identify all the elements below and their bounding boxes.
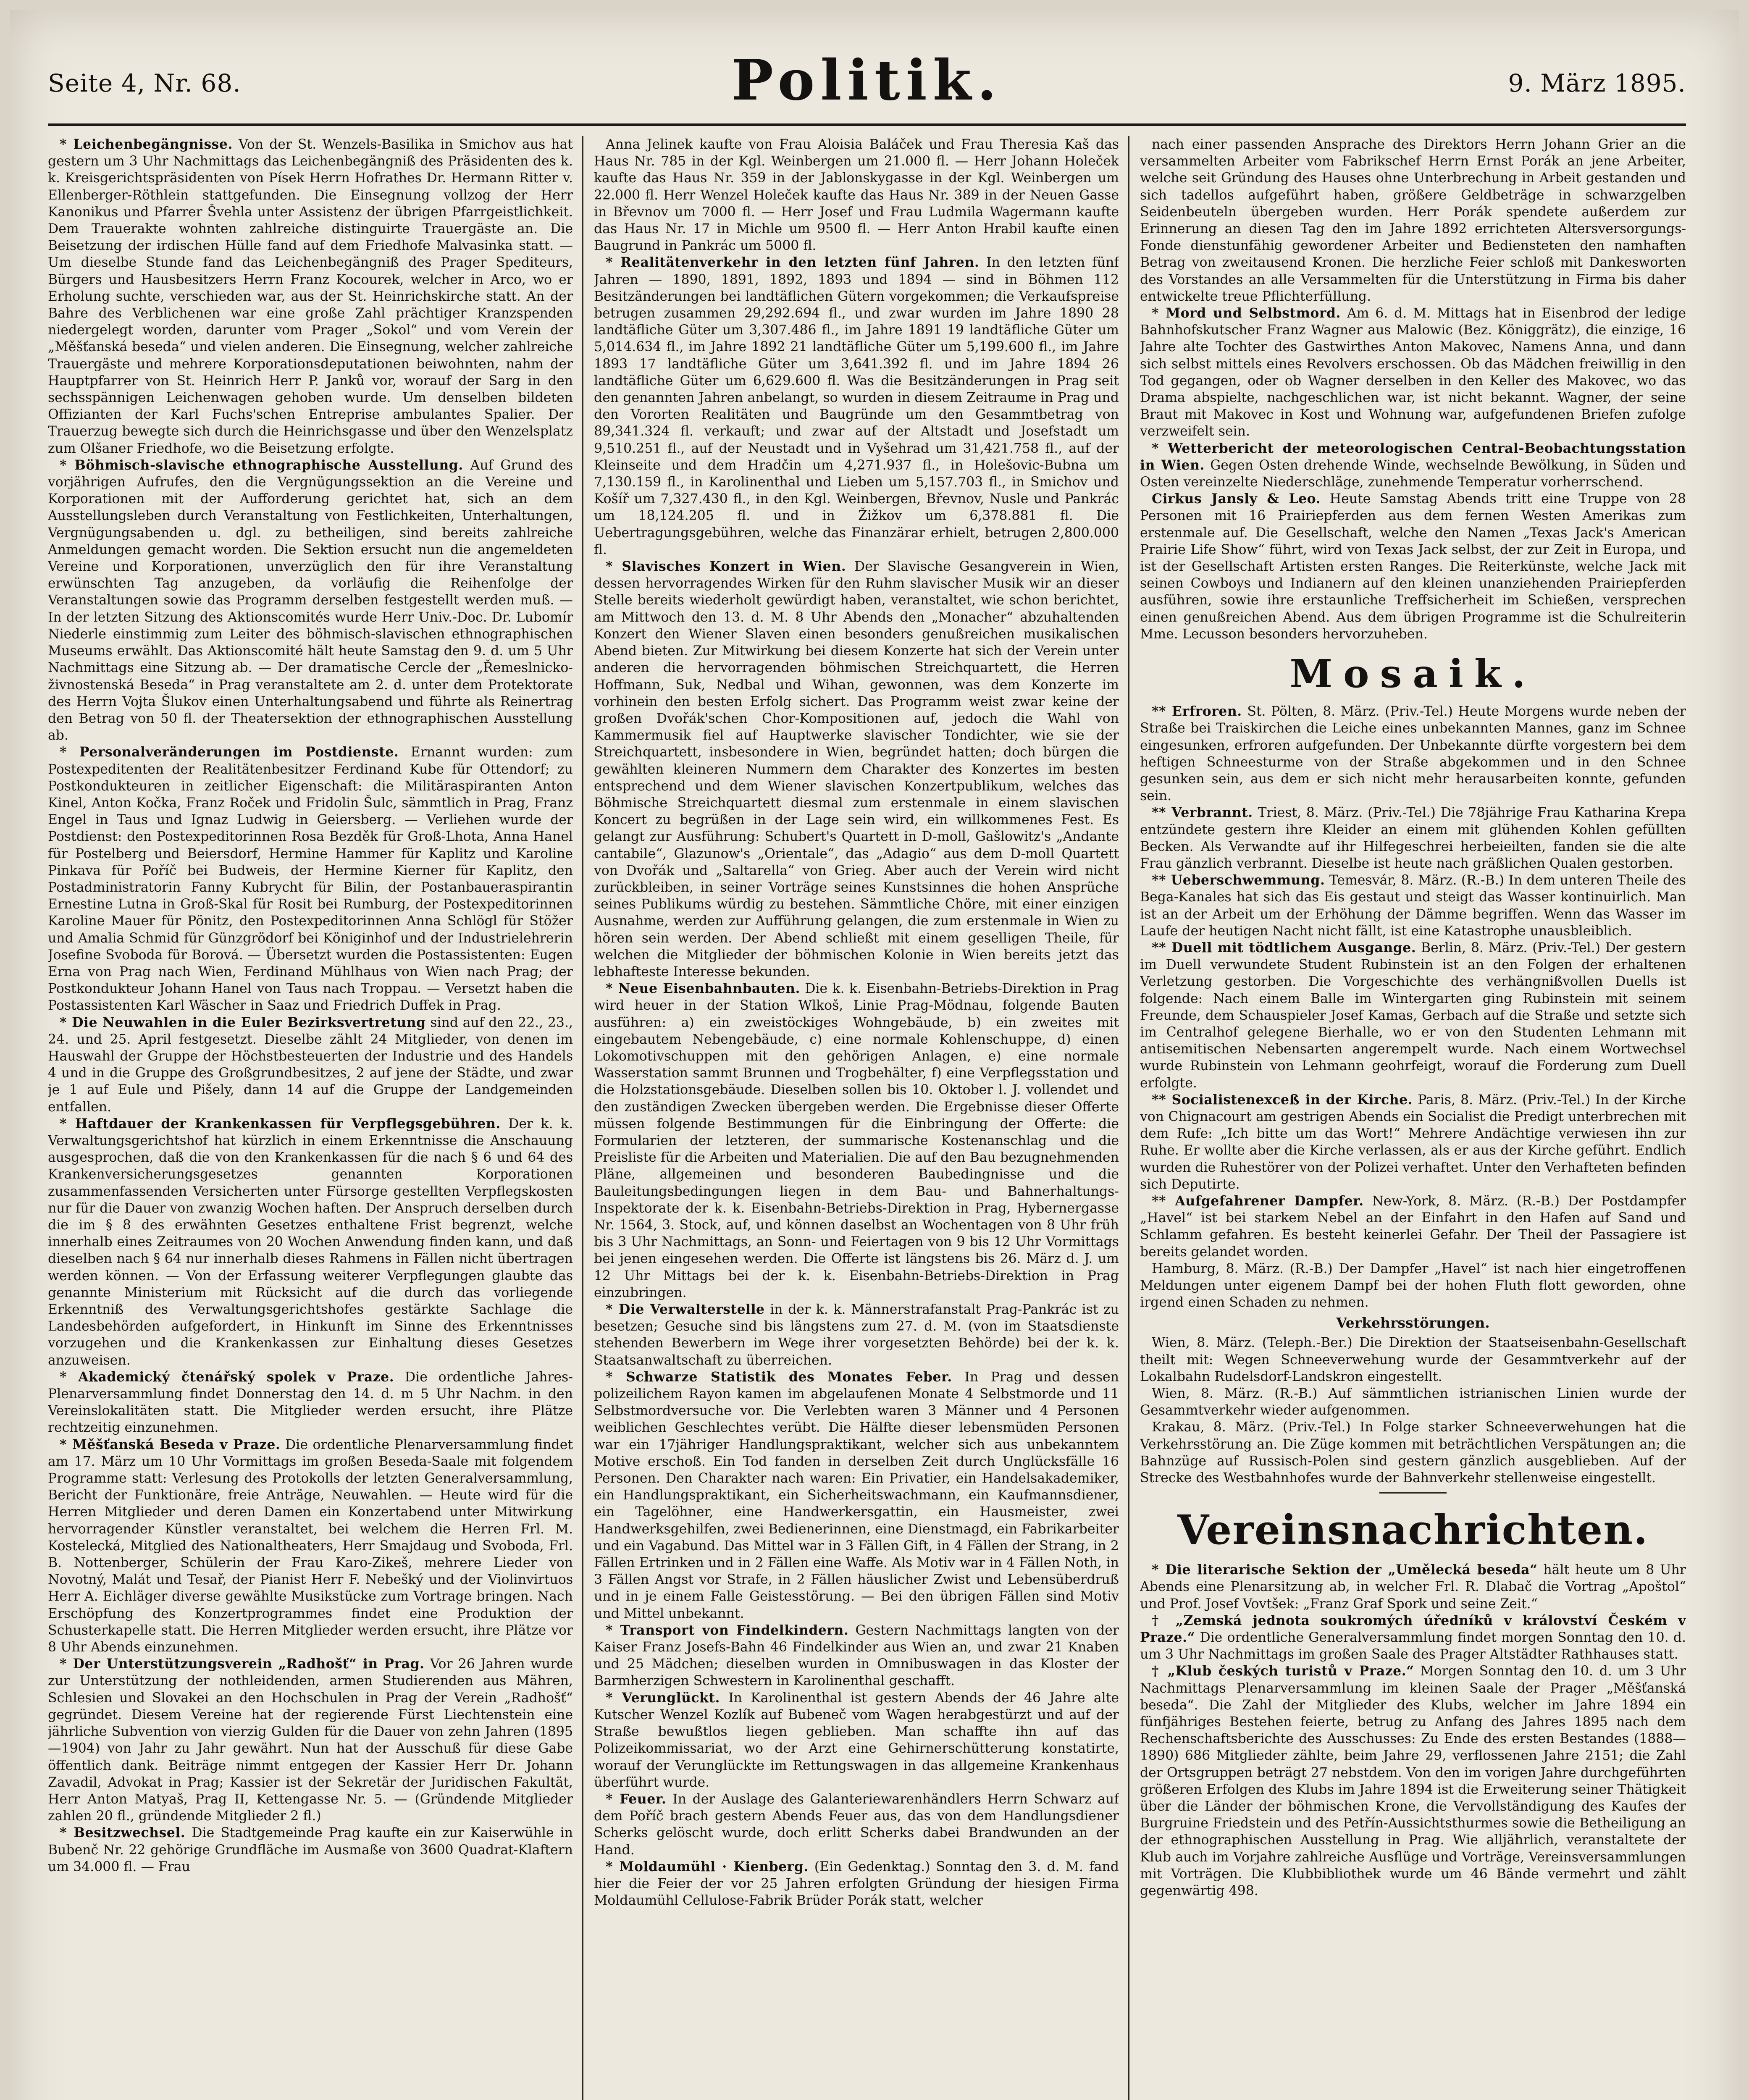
news-item-body: Paris, 8. März. (Priv.-Tel.) In der Kirche von Chignacourt am gestrigen Abends ein Socialist die Predigt unterbrechen mit dem Rufe: „Ich bitte um das Wort!“ Mehrere Andächtige verwiesen ihn zur Ruhe. Er wollte aber die Kirche verlassen, als er aus der Kirche geführt. Endlich wurden die Ruhestörer von der Polizei verhaftet. Unter den Verhafteten befinden sich Deputirte. xyxy=(1140,1092,1686,1192)
news-item-body: Vor 26 Jahren wurde zur Unterstützung der nothleidenden, armen Studierenden aus Mähren, Schlesien und Slovakei an den Hochschulen in Prag der Verein „Radhošť“ gegründet. Diesem Vereine hat der regierende Fürst Liechtenstein eine jährliche Subvention von vierzig Gulden für die Dauer von zehn Jahren (1895—1904) von Jahr zu Jahr gewährt. Nun hat der Ausschuß für diese Gabe öffentlich dank. Beiträge nimmt entgegen der Kassier Herr Dr. Johann Zavadil, Advokat in Prag; Kassier ist der Sekretär der Juridischen Fakultät, Herr Anton Matyaš, Prag II, Kettengasse Nr. 5. — (Gründende Mitglieder zahlen 20 fl., gründende Mitglieder 2 fl.) xyxy=(48,1656,573,1824)
news-item xyxy=(1140,1385,1686,1419)
news-item-body: Die Stadtgemeinde Prag kaufte ein zur Kaiserwühle in Bubenč Nr. 22 gehörige Grundfläche im Ausmaße von 3600 Quadrat-Klaftern um 34.000 fl. — Frau xyxy=(48,1825,573,1874)
news-item xyxy=(594,1622,1119,1690)
news-item-body: Krakau, 8. März. (Priv.-Tel.) In Folge starker Schneeverwehungen hat die Verkehrsstörung an. Die Züge kommen mit beträchtlichen Verspätungen an; die Bahnzüge auf Russisch-Polen sind gestern gänzlich ausgeblieben. Auf der Strecke des Westbahnhofes wurde der Bahnverkehr stellenweise eingestellt. xyxy=(1140,1420,1686,1486)
news-item xyxy=(48,1369,573,1436)
news-item xyxy=(48,1656,573,1824)
news-item-heading: * Böhmisch-slavische ethnographische Ausstellung. xyxy=(60,457,463,473)
news-item-heading: ** Socialistenexceß in der Kirche. xyxy=(1152,1092,1413,1108)
news-item-body: Der k. k. Verwaltungsgerichtshof hat kürzlich in einem Erkenntnisse die Anschauung ausgesprochen, daß die von den Krankenkassen für die nach § 6 und 64 des Krankenversicherungsgesetzes genannten Korporationen zusammenfassenden Versicherten unter Fürsorge gestellten Verpflegskosten nur für die Dauer von zwanzig Wochen haften. Der Anspruch derselben durch die im § 8 des erwähnten Gesetzes enthaltene Frist begrenzt, welche innerhalb eines Zeitraumes von 20 Wochen Anwendung finden kann, und daß dieselben nach § 64 nur innerhalb dieses Rahmens in Fällen nicht übertragen werden können. — Von der Erfassung weiterer Verpflegungen glaubte das genannte Ministerium mit Rücksicht auf die durch das vorliegende Erkenntniß des Verwaltungsgerichtshofes gestärkte Sachlage die Landesbehörden aufgefordert, in Hinkunft im Sinne des Erkenntnisses vorzugehen und die Krankenkassen zur Einhaltung dieses Gesetzes anzuweisen. xyxy=(48,1116,573,1368)
news-item-body: In der Auslage des Galanteriewarenhändlers Herrn Schwarz auf dem Poříč brach gestern Abends Feuer aus, das von dem Handlungsdiener Scherks gelöscht wurde, doch erlitt Scherks dabei Brandwunden an der Hand. xyxy=(594,1791,1119,1858)
news-item-body: Temesvár, 8. März. (R.-B.) In dem unteren Theile des Bega-Kanales hat sich das Eis gestaut und steigt das Wasser kontinuirlich. Man ist an der Arbeit um der Erhöhung der Dämme begriffen. Wenn das Wasser im Laufe der heutigen Nacht nicht fällt, ist eine Katastrophe unausbleiblich. xyxy=(1140,873,1686,939)
news-item-body: In den letzten fünf Jahren — 1890, 1891, 1892, 1893 und 1894 — sind in Böhmen 112 Besitzänderungen bei landtäflichen Gütern vorgekommen; die Verkaufspreise betrugen zusammen 29,292.694 fl., und zwar wurden im Jahre 1890 28 landtäfliche Güter um 3,307.486 fl., im Jahre 1891 19 landtäfliche Güter um 5,014.634 fl., im Jahre 1892 21 landtäfliche Güter um 5,199.600 fl., im Jahre 1893 17 landtäfliche Güter um 3,641.392 fl. und im Jahre 1894 26 landtäfliche Güter um 6,629.600 fl. Was die Besitzänderungen in Prag seit den genannten Jahren anbelangt, so wurden in diesem Zeitraume in Prag und den Vororten Realitäten und Baugründe um den Gesammtbetrag von 89,341.324 fl. verkauft; und zwar auf der Altstadt und Josefstadt um 9,510.251 fl., auf der Neustadt und in Vyšehrad um 31,421.758 fl., auf der Kleinseite und dem Hradčin um 4,271.937 fl., in Holešovic-Bubna um 7,130.159 fl., in Karolinenthal und Lieben um 5,157.703 fl., in Smichov und Košíř um 7,327.430 fl., in den Kgl. Weinbergen, Břevnov, Nusle und Pankrác um 18,124.205 fl. und in Žižkov um 6,378.881 fl. Die Uebertragungsgebühren, welche das Finanzärar erhielt, betrugen 2,800.000 fl. xyxy=(594,255,1119,557)
page-date: 9. März 1895. xyxy=(1508,69,1686,97)
news-item-heading: * Slavisches Konzert in Wien. xyxy=(606,559,846,575)
news-item xyxy=(1140,1193,1686,1260)
news-item-body: Von der St. Wenzels-Basilika in Smichov aus hat gestern um 3 Uhr Nachmittags das Leichenbegängniß des Präsidenten des k. k. Kreisgerichtspräsidenten von Písek Herrn Hofrathes Dr. Hermann Ritter v. Ellenberger-Röthlein stattgefunden. Die Einsegnung vollzog der Herr Kanonikus und Pfarrer Švehla unter Assistenz der übrigen Pfarrgeistlichkeit. Dem Trauerakte wohnten zahlreiche distinguirte Trauergäste an. Die Beisetzung der irdischen Hülle fand auf dem Friedhofe Malvasinka statt. — Um dieselbe Stunde fand das Leichenbegängniß des Prager Spediteurs, Bürgers und Hausbesitzers Herrn Franz Kocourek, welcher in Arco, wo er Erholung suchte, verschieden war, aus der St. Heinrichskirche statt. An der Bahre des Verblichenen war eine große Zahl prächtiger Kranzspenden niedergelegt worden, darunter vom Prager „Sokol“ und vom Verein der „Měšťanská beseda“ und vielen anderen. Die Einsegnung, welcher zahlreiche Trauergäste und mehrere Korporationsdeputationen beiwohnten, nahm der Hauptpfarrer von St. Heinrich Herr P. Janků vor, worauf der Sarg in den sechsspännigen Leichenwagen gehoben wurde. Um denselben bildeten Offizianten der Karl Fuchs'schen Entreprise ambulantes Spalier. Der Trauerzug bewegte sich durch die Heinrichsgasse und über den Wenzelsplatz zum Olšaner Friedhofe, wo die Beisetzung erfolgte. xyxy=(48,137,573,456)
news-item xyxy=(48,457,573,744)
newspaper-page xyxy=(10,10,1739,2100)
news-item-body: Berlin, 8. März. (Priv.-Tel.) Der gestern im Duell verwundete Student Rubinstein ist an den Folgen der erhaltenen Verletzung gestorben. Die Vorgeschichte des verhängnißvollen Duells ist folgende: Nach einem Balle im Wintergarten ging Rubinstein mit seinem Freunde, dem Schauspieler Josef Kamas, Gerbach auf die Straße und setzte sich im Centralhof gelegene Bierhalle, wo er von den Studenten Lehmann mit antisemitischen Nebensarten angerempelt wurde. Nach einem Wortwechsel wurde Rubinstein von Lehmann geohrfeigt, worauf die Forderung zum Duell erfolgte. xyxy=(1140,940,1686,1091)
news-item xyxy=(1140,872,1686,940)
news-item-heading: Cirkus Jansly & Leo. xyxy=(1152,491,1321,507)
news-item-body: New-York, 8. März. (R.-B.) Der Postdampfer „Havel“ ist bei starkem Nebel an der Einfahrt in den Hafen auf Sand und Schlamm gefahren. Es besteht keinerlei Gefahr. Der Theil der Passagiere ist bereits gelandet worden. xyxy=(1140,1193,1686,1260)
news-item xyxy=(48,1824,573,1875)
news-item-heading: * Die Neuwahlen in die Euler Bezirksvertretung xyxy=(60,1014,426,1030)
news-item xyxy=(1140,1092,1686,1193)
news-item-heading: * Transport von Findelkindern. xyxy=(606,1622,849,1638)
news-item xyxy=(48,1116,573,1369)
page-header xyxy=(48,48,1686,119)
news-item xyxy=(48,136,573,457)
news-item-heading: * Die literarische Sektion der „Umělecká beseda“ xyxy=(1152,1562,1538,1578)
column-1 xyxy=(48,136,573,2100)
section-title-politik: Politik. xyxy=(731,48,1003,113)
news-item-body: (Ein Gedenktag.) Sonntag den 3. d. M. fand hier die Feier der vor 25 Jahren erfolgten Gründung der hiesigen Firma Moldaumühl Cellulose-Fabrik Brüder Porák statt, welcher xyxy=(594,1859,1119,1908)
column-2 xyxy=(594,136,1119,2100)
news-item-body: Morgen Sonntag den 10. d. um 3 Uhr Nachmittags Plenarversammlung im kleinen Saale der Prager „Měšťanská beseda“. Die Zahl der Mitglieder des Klubs, welcher im Jahre 1894 ein fünfjähriges Bestehen feierte, betrug zu Anfang des Jahres 1895 nach dem Rechenschaftsberichte des Ausschusses: Zu Ende des ersten Bestandes (1888—1890) 686 Mitglieder zählte, beim Jahre 29, verflossenen Jahre 2151; die Zahl der Ortsgruppen beträgt 27 nebstdem. Von den im vorigen Jahre durchgeführten größeren Erfolgen des Klubs im Jahre 1894 ist die Erweiterung seiner Thätigkeit über die Länder der böhmischen Krone, die Vervollständigung des Kaufes der Burgruine Friedstein und des Petřín-Aussichtsthurmes sowie die Betheiligung an der ethnographischen Ausstellung in Prag. Wie alljährlich, veranstaltete der Klub auch im Vorjahre zahlreiche Ausflüge und Vorträge, Vereinsversammlungen mit Vorträgen. Die Klubbibliothek wurde um 46 Bände vermehrt und zählt gegenwärtig 498. xyxy=(1140,1664,1686,1899)
column-3 xyxy=(1140,136,1686,2100)
page-issue-label: Seite 4, Nr. 68. xyxy=(48,69,241,97)
news-item-body: Die k. k. Eisenbahn-Betriebs-Direktion in Prag wird heuer in der Station Wlkoš, Linie Prag-Mödnau, folgende Bauten ausführen: a) ein zweistöckiges Wohngebäude, b) ein zweites mit eingebautem Nebengebäude, c) eine normale Kohlenschuppe, d) einen Lokomotivschuppen mit den gehörigen Anlagen, e) eine normale Wasserstation sammt Brunnen und Trogbehälter, f) eine Verpflegsstation und die Holzstationsgebäude. Dieselben sollen bis 10. Oktober l. J. vollendet und den zuständigen Zwecken übergeben werden. Die Ergebnisse dieser Offerte müssen folgende Bestimmungen für die Einbringung der Offerte: die Formularien der letzteren, der summarische Kostenanschlag und die Preisliste für die Arbeiten und Materialien. Die auf den Bau bezugnehmenden Pläne, allgemeinen und besonderen Baubedingnisse und die Bauleitungsbedingungen liegen in dem Bau- und Bahnerhaltungs-Inspektorate der k. k. Eisenbahn-Betriebs-Direktion in Prag, Hybernergasse Nr. 1564, 3. Stock, auf, und können daselbst an Wochentagen von 8 Uhr früh bis 3 Uhr Nachmittags, an Sonn- und Feiertagen von 9 bis 12 Uhr Vormittags bei jenen eingesehen werden. Die Offerte ist längstens bis 26. März d. J. um 12 Uhr Mittags bei der k. k. Eisenbahn-Betriebs-Direktion in Prag einzubringen. xyxy=(594,981,1119,1300)
news-item-body: Am 6. d. M. Mittags hat in Eisenbrod der ledige Bahnhofskutscher Franz Wagner aus Malowic (Bez. Königgrätz), die einzige, 16 Jahre alte Tochter des Gastwirthes Anton Makovec, Namens Anna, und dann sich selbst mittels eines Revolvers erschossen. Ob das Mädchen freiwillig in den Tod gegangen, oder ob Wagner derselben in den Keller des Makovec, wo das Drama abspielte, nachgeschlichen war, ist nicht bekannt. Wagner, der seine Braut mit Makovec in Kost und Wohnung war, aufgefundenen Briefen zufolge verzweifelt sein. xyxy=(1140,306,1686,439)
news-item-heading: ** Erfroren. xyxy=(1152,704,1242,719)
news-item-heading: * Haftdauer der Krankenkassen für Verpflegsgebühren. xyxy=(60,1116,501,1131)
news-item-body: St. Pölten, 8. März. (Priv.-Tel.) Heute Morgens wurde neben der Straße bei Traiskirchen die Leiche eines unbekannten Mannes, ganz im Schnee eingesunken, erfroren aufgefunden. Der Unbekannte dürfte vorgestern bei dem heftigen Schneesturme von der Straße abgekommen und in den Schnee gesunken sein, aus dem er sich nicht mehr herausarbeiten konnte, gefunden sein. xyxy=(1140,704,1686,804)
news-item-body: Heute Samstag Abends tritt eine Truppe von 28 Personen mit 16 Prairiepferden aus dem fernen Westen Amerikas zum erstenmale auf. Die Gesellschaft, welche den Namen „Texas Jack's American Prairie Life Show“ führt, wird von Texas Jack selbst, der zur Zeit in Europa, und ist der Gesellschaft Artisten ersten Ranges. Die Reiterkünste, welche Jack mit seinen Cowboys und Indianern auf den kleinen unanziehenden Prairiepferden ausführen, sowie ihre erstaunliche Treffsicherheit im Schießen, versprechen einen genußreichen Abend. Aus dem übrigen Programme ist die Schulreiterin Mme. Lecusson besonders hervorzuheben. xyxy=(1140,491,1686,642)
news-item xyxy=(48,1436,573,1656)
news-item-body: Wien, 8. März. (R.-B.) Auf sämmtlichen istrianischen Linien wurde der Gesammtverkehr wieder aufgenommen. xyxy=(1140,1386,1686,1418)
news-item-body: in der k. k. Männerstrafanstalt Prag-Pankrác ist zu besetzen; Gesuche sind bis längstens zum 27. d. M. (von im Staatsdienste stehenden Bewerbern im Wege ihrer vorgesetzten Behörde) bei der k. k. Staatsanwaltschaft zu überreichen. xyxy=(594,1302,1119,1368)
news-item xyxy=(1140,491,1686,643)
news-item-heading: * Die Verwalterstelle xyxy=(606,1302,765,1318)
news-item-body: sind auf den 22., 23., 24. und 25. April festgesetzt. Dieselbe zählt 24 Mitglieder, von denen im Hauswahl der Gruppe der Höchstbesteuerten der Industrie und des Handels 4 und in die Gruppe des Großgrundbesitzes, 2 auf jene der Städte, und zwar je 1 auf Eule und Pišely, dann 14 auf die Gruppe der Landgemeinden entfallen. xyxy=(48,1015,573,1115)
news-item xyxy=(1140,1663,1686,1899)
news-item-heading: * Personalveränderungen im Postdienste. xyxy=(60,744,399,760)
news-item-body: Ernannt wurden: zum Postexpeditenten der Realitätenbesitzer Ferdinand Kube für Ottendorf; zu Postkondukteuren in zeitlicher Eigenschaft: die Militäraspiranten Anton Kinel, Anton Kočka, Franz Roček und Fridolin Šulc, sämmtlich in Prag, Franz Engel in Taus und Ignaz Ludwig in Geiersberg. — Verliehen wurde der Postdienst: den Postexpeditorinnen Rosa Bezděk für Groß-Lhota, Anna Hanel für Postelberg und Beiersdorf, Hermine Hammer für Kaplitz und Karoline Pinkava für Poříč bei Budweis, der Hermine Kierner für Kaplitz, den Postadministratorin Fanny Kubrycht für Bilin, der Postanbaueraspirantin Ernestine Lutna in Groß-Skal für Rosit bei Rumburg, der Postexpeditorinnen Karoline Mauer für Pönitz, den Postexpeditorinnen Anna Schlögl für Stöžer und Amalia Schmid für Günzgrödorf bei Königinhof und der Industrielehrerin Josefine Svoboda für Borová. — Übersetzt wurden die Postassistenten: Eugen Erna von Prag nach Wien, Ferdinand Mühlhaus von Wien nach Prag; der Postkondukteur Johann Hanel von Taus nach Troppau. — Versetzt haben die Postassistenten Karl Wäscher in Saaz und Friedrich Duffek in Prag. xyxy=(48,745,573,1013)
section-title-vereinsnachrichten: Vereinsnachrichten. xyxy=(1177,1506,1649,1554)
news-item-body: Gegen Osten drehende Winde, wechselnde Bewölkung, in Süden und Osten vereinzelte Niederschläge, zunehmende Temperatur vorherrschend. xyxy=(1140,457,1686,490)
news-item-heading: * Realitätenverkehr in den letzten fünf Jahren. xyxy=(606,255,980,270)
news-item-body: Die ordentliche Jahres-Plenarversammlung findet Donnerstag den 14. d. m 5 Uhr Nachm. in den Vereinslokalitäten statt. Die Mitglieder werden ersucht, ihre Plätze rechtzeitig einzunehmen. xyxy=(48,1369,573,1436)
news-item-heading: * Mord und Selbstmord. xyxy=(1152,305,1341,321)
news-item xyxy=(594,1858,1119,1909)
news-item-body: Der Slavische Gesangverein in Wien, dessen hervorragendes Wirken für den Ruhm slavischer Musik wir an dieser Stelle bereits wiederholt gewürdigt haben, veranstaltet, wie schon berichtet, am Mittwoch den 13. d. M. 8 Uhr Abends den „Monacher“ abzuhaltenden Konzert den Wiener Slaven einen besonders genußreichen musikalischen Abend bieten. Zur Mitwirkung bei diesem Konzerte hat sich der Verein unter anderen die hervorragenden böhmischen Streichquartett, die Herren Hoffmann, Suk, Nedbal und Wihan, gewonnen, was dem Konzerte im vorhinein den besten Erfolg sichert. Das Programm weist zwar keine der großen Dvořák'schen Chor-Kompositionen auf, jedoch die Wahl von Kammermusik fiel auf Hauptwerke slavischer Tondichter, wie sie der Streichquartett, insbesondere in Wien, begründet hatten; doch bürgen die gewählten kleineren Nummern dem Charakter des Konzertes im besten entsprechend und dem Wiener slavischen Konzertpublikum, welches das Böhmische Streichquartett diesmal zum erstenmale in einem slavischen Koncert zu begrüßen in der Lage sein wird, ein willkommenes Fest. Es gelangt zur Ausführung: Schubert's Quartett in D-moll, Gašlowitz's „Andante cantabile“, Glazunow's „Orientale“, das „Adagio“ aus dem D-moll Quartett von Dvořák und „Saltarella“ von Grieg. Aber auch der Verein wird nicht zurückbleiben, in seiner Vorträge seines Kunstsinnes die hohen Ansprüche seines Publikums würdig zu bestehen. Sämmtliche Chöre, mit einer einzigen Ausnahme, werden zur Aufführung gelangen, die zum erstenmale in Wien zu hören sein werden. Der Abend schließt mit einem geselligen Theile, für welchen die Mitglieder der böhmischen Kolonie in Wien bereits jetzt das lebhafteste Interesse bekunden. xyxy=(594,559,1119,979)
news-item-heading: * Akademický čtenářský spolek v Praze. xyxy=(60,1369,394,1385)
column-divider xyxy=(582,136,583,2100)
news-item xyxy=(594,136,1119,254)
news-item-body: Triest, 8. März. (Priv.-Tel.) Die 78jährige Frau Katharina Krepa entzündete gestern ihre Kleider an einem mit glühenden Kohlen gefüllten Becken. Als Verwandte auf ihr Hilfegeschrei herbeieilten, fanden sie die alte Frau gänzlich verbrannt. Dieselbe ist heute nach gräßlichen Qualen gestorben. xyxy=(1140,805,1686,871)
section-title-mosaik: Mosaik. xyxy=(1289,651,1536,697)
news-item-heading: * Neue Eisenbahnbauten. xyxy=(606,981,800,997)
news-item-body: Auf Grund des vorjährigen Aufrufes, den die Vergnügungssektion an die Vereine und Korporationen mit der Aufforderung gerichtet hat, sich an dem Ausstellungsleben durch Veranstaltung von Festlichkeiten, Unterhaltungen, Vergnügungsabenden u. dgl. zu betheiligen, sind bereits zahlreiche Anmeldungen gemacht worden. Die Sektion ersucht nun die angemeldeten Vereine und Korporationen, unverzüglich den für ihre Veranstaltung erwünschten Tag anzugeben, da vorläufig die Reihenfolge der Veranstaltungen sowie das Programm derselben festgestellt werden muß. — In der letzten Sitzung des Aktionscomités wurde Herr Univ.-Doc. Dr. Lubomír Niederle einstimmig zum Leiter des böhmisch-slavischen ethnographischen Museums erwählt. Das Aktionscomité hält heute Samstag den 9. d. um 5 Uhr Nachmittags eine Sitzung ab. — Der dramatische Cercle der „Řemeslnicko-živnostenská Beseda“ in Prag veranstaltete am 2. d. unter dem Protektorate des Herrn Vojta Šlukov einen Unterhaltungsabend und führte als Reinertrag den Betrag von 50 fl. der Theatersektion der ethnographischen Ausstellung ab. xyxy=(48,457,573,743)
news-item xyxy=(1140,940,1686,1092)
news-item-heading: * Moldaumühl · Kienberg. xyxy=(606,1858,809,1874)
news-item xyxy=(594,558,1119,980)
news-item xyxy=(48,1014,573,1116)
news-item-heading: ** Ueberschwemmung. xyxy=(1152,872,1325,888)
news-item-heading: * Leichenbegängnisse. xyxy=(60,136,233,152)
news-item-heading: ** Verbrannt. xyxy=(1152,805,1253,821)
news-item xyxy=(1140,1334,1686,1385)
news-item-heading: ** Duell mit tödtlichem Ausgange. xyxy=(1152,940,1416,956)
news-item xyxy=(1140,804,1686,872)
news-item-body: nach einer passenden Ansprache des Direktors Herrn Johann Grier an die versammelten Arbeiter vom Fabrikschef Herrn Ernst Porák an jene Arbeiter, welche seit Gründung des Hauses ohne Unterbrechung in Arbeit gestanden und sich tadellos aufgeführt haben, größere Geldbeträge in schwarzgelben Seidenbeuteln übergeben wurden. Herr Porák spendete außerdem zur Erinnerung an diesen Tag den im Jahre 1892 errichteten Altersversorgungs-Fonde dienstunfähig gewordener Arbeiter und Bediensteten den namhaften Betrag von zweitausend Kronen. Die herzliche Feier schloß mit Dankesworten des Vorstandes an alle Versammelten für die Unterstützung in Firma bis daher entwickelte treue Pflichterfüllung. xyxy=(1140,137,1686,304)
news-item-heading: * Verunglückt. xyxy=(606,1690,720,1706)
news-item-body: In Karolinenthal ist gestern Abends der 46 Jahre alte Kutscher Wenzel Kozlík auf Bubeneč vom Wagen herabgestürzt und auf der Straße bewußtlos liegen geblieben. Man schaffte ihn auf das Polizeikommissariat, wo der Arzt eine Gehirnerschütterung konstatirte, worauf der Verunglückte im Rettungswagen in das allgemeine Krankenhaus überführt wurde. xyxy=(594,1690,1119,1790)
news-item xyxy=(1140,305,1686,440)
header-rule xyxy=(48,123,1686,126)
news-item xyxy=(48,744,573,1014)
news-item-body: Die ordentliche Generalversammlung findet morgen Sonntag den 10. d. um 3 Uhr Nachmittags im großen Saale des Prager Altstädter Rathhauses statt. xyxy=(1140,1630,1686,1662)
news-item xyxy=(594,1791,1119,1858)
news-item-heading: * Wetterbericht der meteorologischen Central-Beobachtungsstation in Wien. xyxy=(1140,440,1686,473)
news-item xyxy=(1140,1260,1686,1311)
news-item-body: Die ordentliche Plenarversammlung findet am 17. März um 10 Uhr Vormittags im großen Beseda-Saale mit folgendem Programme statt: Verlesung des Protokolls der letzten Generalversammlung, Bericht der Funktionäre, freie Anträge, Neuwahlen. — Heute wird für die Herren Mitglieder und deren Damen ein Konzertabend unter Mitwirkung hervorragender Künstler veranstaltet, bei welchem die Herren Frl. M. Kostelecká, Mitglied des Nationaltheaters, Herr Smajdaug und Svoboda, Frl. B. Nottenberger, Schülerin der Frau Karo-Zikeš, mehrere Lieder von Novotný, Malát und Tesař, der Pianist Herr F. Nebešký und der Violinvirtuos Herr A. Eichläger diverse gewählte Musikstücke zum Vortrage bringen. Nach Erschöpfung des Konzertprogrammes findet eine Produktion der Schusterkapelle statt. Die Herren Mitglieder werden ersucht, ihre Plätze vor 8 Uhr Abends einzunehmen. xyxy=(48,1437,573,1655)
news-item-body: In Prag und dessen polizeilichem Rayon kamen im abgelaufenen Monate 4 Selbstmorde und 11 Selbstmordversuche vor. Die Verlebten waren 3 Männer und 4 Personen weiblichen Geschlechtes verübt. Die Hälfte dieser lebensmüden Personen war ein 17jähriger Handlungspraktikant, welcher sich aus unbekanntem Motive erschoß. Ein Tod fanden in derselben Zeit durch Unglücksfälle 16 Personen. Den Charakter nach waren: Ein Privatier, ein Handelsakademiker, ein Handlungspraktikant, ein Sicherheitswachmann, ein Kaufmannsdiener, ein Tagelöhner, eine Handwerkersgattin, ein Hausmeister, zwei Handwerksgehilfen, zwei Bedienerinnen, eine Dienstmagd, ein Fabrikarbeiter und ein Vagabund. Das Mittel war in 3 Fällen Gift, in 4 Fällen der Strang, in 2 Fällen Ertrinken und in 2 Fällen eine Waffe. Als Motiv war in 4 Fällen Noth, in 3 Fällen Angst vor Strafe, in 2 Fällen häuslicher Zwist und Lebensüberdruß und in je einem Falle Geistesstörung. — Bei den übrigen Fällen sind Motiv und Mittel unbekannt. xyxy=(594,1369,1119,1621)
news-item xyxy=(594,1690,1119,1791)
news-item-heading: † „Zemská jednota soukromých úředníků v království Českém v Praze.“ xyxy=(1140,1612,1686,1646)
news-item-body: Wien, 8. März. (Teleph.-Ber.) Die Direktion der Staatseisenbahn-Gesellschaft theilt mit: Wegen Schneeverwehung wurde der Gesammtverkehr auf der Lokalbahn Rudelsdorf-Landskron eingestellt. xyxy=(1140,1335,1686,1384)
news-item-heading: † „Klub českých turistů v Praze.“ xyxy=(1152,1663,1414,1679)
news-item-heading: * Měšťanská Beseda v Praze. xyxy=(60,1436,281,1452)
news-item-body: Hamburg, 8. März. (R.-B.) Der Dampfer „Havel“ ist nach hier eingetroffenen Meldungen unter eigenem Dampf bei der hohen Fluth flott geworden, ohne irgend einen Schaden zu nehmen. xyxy=(1140,1261,1686,1310)
news-item-heading: * Besitzwechsel. xyxy=(60,1825,186,1841)
news-item-heading: ** Aufgefahrener Dampfer. xyxy=(1152,1193,1364,1209)
news-item xyxy=(1140,136,1686,305)
news-item xyxy=(1140,1419,1686,1486)
news-item-body: hält heute um 8 Uhr Abends eine Plenarsitzung ab, in welcher Frl. R. Dlabač die Vortrag „Apoštol“ und Prof. Josef Vovtšek: „Franz Graf Spork und seine Zeit.“ xyxy=(1140,1562,1686,1612)
news-item xyxy=(1140,440,1686,491)
news-item xyxy=(594,254,1119,558)
section-rule xyxy=(1379,1492,1447,1494)
news-item xyxy=(1140,703,1686,804)
news-item xyxy=(594,1369,1119,1622)
news-item xyxy=(1140,1612,1686,1663)
column-divider xyxy=(1128,136,1129,2100)
news-item-body: Gestern Nachmittags langten von der Kaiser Franz Josefs-Bahn 46 Findelkinder aus Wien an, und zwar 21 Knaben und 25 Mädchen; dieselben wurden in Omnibuswagen in das Kloster der Barmherzigen Schwestern in Karolinenthal geschafft. xyxy=(594,1622,1119,1689)
news-item-body: Anna Jelinek kaufte von Frau Aloisia Baláček und Frau Theresia Kaš das Haus Nr. 785 in der Kgl. Weinbergen um 21.000 fl. — Herr Johann Holeček kaufte das Haus Nr. 359 in der Jablonskygasse in der Kgl. Weinbergen um 22.000 fl. Herr Wenzel Holeček kaufte das Haus Nr. 389 in der Neuen Gasse in Břevnov um 7000 fl. — Herr Josef und Frau Ludmila Wagermann kaufte das Haus Nr. 17 in Michle um 9500 fl. — Herr Anton Hrabil kaufte einen Baugrund in Pankrác um 5000 fl. xyxy=(594,137,1119,254)
news-item xyxy=(1140,1562,1686,1612)
news-item-heading: * Der Unterstützungsverein „Radhošť“ in Prag. xyxy=(60,1656,425,1672)
news-item xyxy=(594,1301,1119,1369)
news-item-heading: * Feuer. xyxy=(606,1791,667,1807)
subsection-heading: Verkehrsstörungen. xyxy=(1336,1315,1490,1331)
news-item-heading: * Schwarze Statistik des Monates Feber. xyxy=(606,1369,952,1385)
news-item xyxy=(594,980,1119,1301)
